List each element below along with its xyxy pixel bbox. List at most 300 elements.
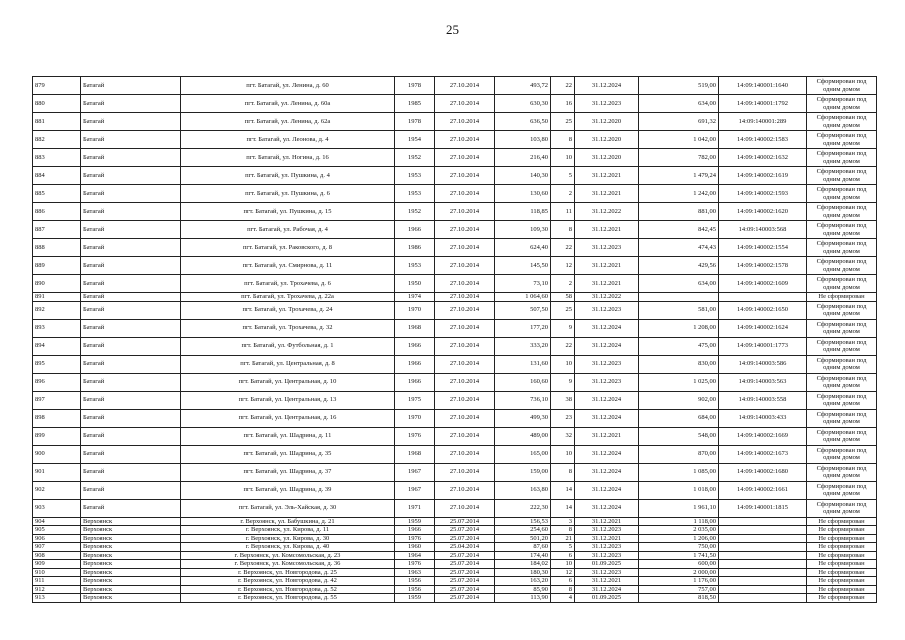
cell-registration-date: 27.10.2014 [435, 409, 495, 427]
cell-registration-date: 25.04.2014 [435, 543, 495, 552]
cell-status: Сформирован под одним домом [807, 427, 877, 445]
cell-residents: 14 [551, 499, 575, 517]
cell-settlement: Верхоянск [81, 585, 181, 594]
cell-deadline: 31.12.2023 [575, 526, 639, 535]
cell-amount: 1 118,00 [639, 517, 719, 526]
table-row [33, 409, 877, 427]
cell-area: 85,90 [495, 585, 551, 594]
cell-registration-date: 27.10.2014 [435, 293, 495, 302]
cell-status: Не сформирован [807, 594, 877, 603]
cell-settlement: Батагай [81, 427, 181, 445]
cell-registration-date: 27.10.2014 [435, 131, 495, 149]
cell-build-year: 1967 [395, 481, 435, 499]
cell-status: Не сформирован [807, 517, 877, 526]
cell-cadastral-number [719, 543, 807, 552]
cell-cadastral-number [719, 560, 807, 569]
cell-build-year: 1978 [395, 113, 435, 131]
cell-registration-date: 27.10.2014 [435, 355, 495, 373]
cell-settlement: Батагай [81, 239, 181, 257]
cell-number: 886 [33, 203, 81, 221]
cell-number: 907 [33, 543, 81, 552]
cell-build-year: 1976 [395, 560, 435, 569]
cell-cadastral-number: 14:09:140002:1669 [719, 427, 807, 445]
cell-settlement: Батагай [81, 293, 181, 302]
cell-amount: 1 208,00 [639, 319, 719, 337]
cell-residents: 8 [551, 131, 575, 149]
cell-number: 881 [33, 113, 81, 131]
cell-number: 901 [33, 463, 81, 481]
cell-deadline: 31.12.2024 [575, 463, 639, 481]
cell-number: 889 [33, 257, 81, 275]
table-row [33, 560, 877, 569]
cell-residents: 16 [551, 95, 575, 113]
cell-residents: 8 [551, 463, 575, 481]
cell-address: пгт. Батагай, ул. Центральная, д. 10 [181, 373, 395, 391]
cell-residents: 21 [551, 534, 575, 543]
cell-number: 888 [33, 239, 81, 257]
cell-deadline: 31.12.2023 [575, 355, 639, 373]
cell-amount: 1 042,00 [639, 131, 719, 149]
cell-deadline: 31.12.2023 [575, 373, 639, 391]
cell-deadline: 31.12.2023 [575, 301, 639, 319]
cell-build-year: 1959 [395, 594, 435, 603]
cell-status: Сформирован под одним домом [807, 95, 877, 113]
cell-registration-date: 27.10.2014 [435, 149, 495, 167]
cell-residents: 10 [551, 355, 575, 373]
cell-settlement: Батагай [81, 319, 181, 337]
table-row [33, 517, 877, 526]
cell-status: Сформирован под одним домом [807, 203, 877, 221]
cell-area: 222,30 [495, 499, 551, 517]
table-row [33, 427, 877, 445]
cell-amount: 2 000,00 [639, 568, 719, 577]
table-row [33, 203, 877, 221]
cell-status: Сформирован под одним домом [807, 409, 877, 427]
cell-build-year: 1952 [395, 203, 435, 221]
cell-amount [639, 293, 719, 302]
cell-cadastral-number: 14:09:140002:1620 [719, 203, 807, 221]
cell-settlement: Батагай [81, 185, 181, 203]
cell-residents: 4 [551, 594, 575, 603]
cell-cadastral-number: 14:09:140001:1773 [719, 337, 807, 355]
cell-status: Сформирован под одним домом [807, 131, 877, 149]
cell-amount: 548,00 [639, 427, 719, 445]
cell-deadline: 31.12.2021 [575, 257, 639, 275]
cell-area: 159,00 [495, 463, 551, 481]
cell-address: г. Верхоянск, ул. Новгородова, д. 55 [181, 594, 395, 603]
cell-cadastral-number [719, 594, 807, 603]
cell-residents: 8 [551, 221, 575, 239]
cell-settlement: Батагай [81, 301, 181, 319]
table-row [33, 543, 877, 552]
cell-amount: 1 479,24 [639, 167, 719, 185]
cell-residents: 32 [551, 427, 575, 445]
cell-build-year: 1954 [395, 131, 435, 149]
cell-area: 184,02 [495, 560, 551, 569]
cell-settlement: Батагай [81, 149, 181, 167]
cell-address: г. Верхоянск, ул. Бабушкина, д. 21 [181, 517, 395, 526]
table-row [33, 95, 877, 113]
cell-number: 885 [33, 185, 81, 203]
cell-registration-date: 27.10.2014 [435, 391, 495, 409]
cell-area: 736,10 [495, 391, 551, 409]
cell-area: 499,30 [495, 409, 551, 427]
table-row [33, 293, 877, 302]
cell-cadastral-number: 14:09:140002:1673 [719, 445, 807, 463]
cell-number: 892 [33, 301, 81, 319]
cell-amount: 581,00 [639, 301, 719, 319]
cell-residents: 5 [551, 543, 575, 552]
cell-deadline: 31.12.2023 [575, 239, 639, 257]
cell-address: г. Верхоянск, ул. Кирова, д. 11 [181, 526, 395, 535]
table-row [33, 445, 877, 463]
cell-residents: 11 [551, 203, 575, 221]
cell-area: 624,40 [495, 239, 551, 257]
cell-cadastral-number [719, 517, 807, 526]
cell-deadline: 31.12.2021 [575, 275, 639, 293]
cell-settlement: Батагай [81, 499, 181, 517]
cell-residents: 22 [551, 77, 575, 95]
cell-residents: 2 [551, 185, 575, 203]
cell-address: пгт. Батагай, ул. Ленина, д. 60а [181, 95, 395, 113]
cell-area: 163,80 [495, 481, 551, 499]
page-number: 25 [446, 22, 459, 37]
cell-cadastral-number: 14:09:140003:586 [719, 355, 807, 373]
cell-number: 905 [33, 526, 81, 535]
cell-amount: 881,00 [639, 203, 719, 221]
cell-cadastral-number: 14:09:140003:433 [719, 409, 807, 427]
cell-cadastral-number: 14:09:140002:1632 [719, 149, 807, 167]
cell-address: г. Верхоянск, ул. Кирова, д. 30 [181, 534, 395, 543]
cell-area: 489,00 [495, 427, 551, 445]
cell-address: г. Верхоянск, ул. Кирова, д. 40 [181, 543, 395, 552]
cell-registration-date: 27.10.2014 [435, 203, 495, 221]
cell-amount: 2 035,00 [639, 526, 719, 535]
cell-settlement: Верхоянск [81, 568, 181, 577]
cell-registration-date: 27.10.2014 [435, 239, 495, 257]
cell-number: 898 [33, 409, 81, 427]
cell-number: 891 [33, 293, 81, 302]
cell-area: 109,30 [495, 221, 551, 239]
cell-registration-date: 27.10.2014 [435, 427, 495, 445]
cell-registration-date: 27.10.2014 [435, 257, 495, 275]
cell-deadline: 31.12.2024 [575, 391, 639, 409]
cell-status: Сформирован под одним домом [807, 301, 877, 319]
cell-area: 1 064,60 [495, 293, 551, 302]
cell-amount: 1 025,00 [639, 373, 719, 391]
cell-number: 909 [33, 560, 81, 569]
cell-number: 894 [33, 337, 81, 355]
cell-status: Сформирован под одним домом [807, 463, 877, 481]
cell-amount: 600,00 [639, 560, 719, 569]
table-row [33, 534, 877, 543]
table-row [33, 463, 877, 481]
cell-deadline: 31.12.2021 [575, 167, 639, 185]
table-row [33, 568, 877, 577]
cell-area: 165,00 [495, 445, 551, 463]
cell-address: г. Верхоянск, ул. Комсомольская, д. 23 [181, 551, 395, 560]
cell-build-year: 1964 [395, 551, 435, 560]
cell-cadastral-number: 14:09:140001:289 [719, 113, 807, 131]
cell-status: Сформирован под одним домом [807, 275, 877, 293]
cell-build-year: 1976 [395, 427, 435, 445]
cell-area: 630,30 [495, 95, 551, 113]
table-row [33, 337, 877, 355]
cell-status: Сформирован под одним домом [807, 445, 877, 463]
cell-registration-date: 25.07.2014 [435, 526, 495, 535]
cell-deadline: 31.12.2024 [575, 481, 639, 499]
cell-cadastral-number [719, 568, 807, 577]
cell-area: 118,85 [495, 203, 551, 221]
cell-registration-date: 27.10.2014 [435, 221, 495, 239]
cell-deadline: 31.12.2021 [575, 534, 639, 543]
cell-area: 156,53 [495, 517, 551, 526]
cell-status: Сформирован под одним домом [807, 185, 877, 203]
cell-area: 73,10 [495, 275, 551, 293]
cell-number: 896 [33, 373, 81, 391]
cell-deadline: 31.12.2024 [575, 77, 639, 95]
cell-build-year: 1966 [395, 337, 435, 355]
cell-settlement: Батагай [81, 337, 181, 355]
cell-build-year: 1956 [395, 577, 435, 586]
cell-area: 113,90 [495, 594, 551, 603]
cell-address: пгт. Батагай, ул. Ленина, д. 62а [181, 113, 395, 131]
cell-settlement: Верхоянск [81, 526, 181, 535]
cell-registration-date: 27.10.2014 [435, 499, 495, 517]
cell-amount: 1 242,00 [639, 185, 719, 203]
cell-address: пгт. Батагай, ул. Шадрина, д. 35 [181, 445, 395, 463]
cell-address: пгт. Батагай, ул. Трохачева, д. 24 [181, 301, 395, 319]
cell-cadastral-number: 14:09:140001:1792 [719, 95, 807, 113]
table-row [33, 355, 877, 373]
cell-build-year: 1970 [395, 301, 435, 319]
table-row [33, 149, 877, 167]
cell-deadline: 31.12.2020 [575, 149, 639, 167]
cell-cadastral-number: 14:09:140002:1680 [719, 463, 807, 481]
cell-cadastral-number [719, 293, 807, 302]
table-row [33, 481, 877, 499]
cell-settlement: Батагай [81, 221, 181, 239]
cell-residents: 10 [551, 149, 575, 167]
cell-number: 904 [33, 517, 81, 526]
cell-deadline: 31.12.2023 [575, 95, 639, 113]
cell-residents: 10 [551, 560, 575, 569]
cell-number: 900 [33, 445, 81, 463]
cell-build-year: 1968 [395, 319, 435, 337]
cell-residents: 5 [551, 167, 575, 185]
cell-registration-date: 27.10.2014 [435, 463, 495, 481]
cell-status: Сформирован под одним домом [807, 499, 877, 517]
table-body [33, 77, 877, 603]
cell-residents: 22 [551, 337, 575, 355]
cell-amount: 1 741,50 [639, 551, 719, 560]
cell-status: Сформирован под одним домом [807, 373, 877, 391]
table-row [33, 551, 877, 560]
cell-address: пгт. Батагай, ул. Пушкина, д. 4 [181, 167, 395, 185]
cell-number: 908 [33, 551, 81, 560]
cell-status: Не сформирован [807, 551, 877, 560]
cell-deadline: 31.12.2024 [575, 585, 639, 594]
cell-amount: 830,00 [639, 355, 719, 373]
cell-address: пгт. Батагай, ул. Ногина, д. 16 [181, 149, 395, 167]
cell-status: Не сформирован [807, 543, 877, 552]
cell-address: пгт. Батагай, ул. Футбольная, д. 1 [181, 337, 395, 355]
cell-status: Не сформирован [807, 560, 877, 569]
cell-build-year: 1966 [395, 355, 435, 373]
cell-area: 87,60 [495, 543, 551, 552]
cell-number: 899 [33, 427, 81, 445]
cell-status: Не сформирован [807, 534, 877, 543]
cell-cadastral-number: 14:09:140002:1554 [719, 239, 807, 257]
cell-number: 906 [33, 534, 81, 543]
cell-area: 160,60 [495, 373, 551, 391]
cell-status: Сформирован под одним домом [807, 77, 877, 95]
cell-status: Сформирован под одним домом [807, 337, 877, 355]
cell-amount: 1 206,00 [639, 534, 719, 543]
cell-status: Сформирован под одним домом [807, 257, 877, 275]
cell-number: 883 [33, 149, 81, 167]
cell-address: пгт. Батагай, ул. Ленина, д. 60 [181, 77, 395, 95]
cell-address: пгт. Батагай, ул. Трохачева, д. 22а [181, 293, 395, 302]
cell-cadastral-number: 14:09:140002:1661 [719, 481, 807, 499]
cell-build-year: 1974 [395, 293, 435, 302]
cell-registration-date: 25.07.2014 [435, 551, 495, 560]
cell-settlement: Батагай [81, 445, 181, 463]
cell-address: пгт. Батагай, ул. Шадрина, д. 37 [181, 463, 395, 481]
cell-deadline: 31.12.2020 [575, 131, 639, 149]
cell-status: Не сформирован [807, 568, 877, 577]
cell-amount: 870,00 [639, 445, 719, 463]
cell-build-year: 1950 [395, 275, 435, 293]
table-row [33, 185, 877, 203]
cell-registration-date: 27.10.2014 [435, 95, 495, 113]
cell-registration-date: 25.07.2014 [435, 568, 495, 577]
table-row [33, 167, 877, 185]
cell-amount: 1 176,00 [639, 577, 719, 586]
cell-build-year: 1966 [395, 526, 435, 535]
cell-area: 130,60 [495, 185, 551, 203]
cell-status: Сформирован под одним домом [807, 481, 877, 499]
cell-settlement: Верхоянск [81, 560, 181, 569]
cell-number: 884 [33, 167, 81, 185]
cell-settlement: Батагай [81, 373, 181, 391]
cell-registration-date: 27.10.2014 [435, 373, 495, 391]
cell-amount: 902,00 [639, 391, 719, 409]
cell-settlement: Верхоянск [81, 551, 181, 560]
cell-residents: 2 [551, 275, 575, 293]
cell-amount: 475,00 [639, 337, 719, 355]
cell-address: г. Верхоянск, ул. Комсомольская, д. 36 [181, 560, 395, 569]
cell-settlement: Батагай [81, 391, 181, 409]
cell-cadastral-number: 14:09:140002:1578 [719, 257, 807, 275]
cell-cadastral-number: 14:09:140002:1609 [719, 275, 807, 293]
cell-settlement: Батагай [81, 481, 181, 499]
table-row [33, 526, 877, 535]
cell-registration-date: 27.10.2014 [435, 167, 495, 185]
cell-residents: 14 [551, 481, 575, 499]
cell-settlement: Батагай [81, 355, 181, 373]
cell-deadline: 31.12.2024 [575, 445, 639, 463]
cell-registration-date: 25.07.2014 [435, 517, 495, 526]
cell-settlement: Верхоянск [81, 534, 181, 543]
cell-deadline: 01.09.2025 [575, 560, 639, 569]
cell-status: Сформирован под одним домом [807, 391, 877, 409]
cell-settlement: Батагай [81, 463, 181, 481]
cell-registration-date: 25.07.2014 [435, 585, 495, 594]
table-row [33, 239, 877, 257]
cell-deadline: 31.12.2021 [575, 221, 639, 239]
cell-settlement: Батагай [81, 167, 181, 185]
cell-cadastral-number: 14:09:140003:568 [719, 221, 807, 239]
cell-deadline: 31.12.2024 [575, 337, 639, 355]
cell-area: 177,20 [495, 319, 551, 337]
cell-settlement: Верхоянск [81, 577, 181, 586]
cell-residents: 6 [551, 551, 575, 560]
cell-registration-date: 25.07.2014 [435, 577, 495, 586]
cell-number: 910 [33, 568, 81, 577]
cell-status: Сформирован под одним домом [807, 113, 877, 131]
cell-cadastral-number: 14:09:140001:1815 [719, 499, 807, 517]
cell-build-year: 1970 [395, 409, 435, 427]
cell-residents: 22 [551, 239, 575, 257]
cell-address: пгт. Батагай, ул. Смирнова, д. 11 [181, 257, 395, 275]
cell-deadline: 31.12.2023 [575, 543, 639, 552]
cell-registration-date: 27.10.2014 [435, 275, 495, 293]
cell-amount: 757,00 [639, 585, 719, 594]
table-row [33, 301, 877, 319]
cell-cadastral-number: 14:09:140002:1624 [719, 319, 807, 337]
cell-amount: 634,00 [639, 95, 719, 113]
cell-residents: 6 [551, 577, 575, 586]
cell-area: 174,40 [495, 551, 551, 560]
cell-amount: 782,00 [639, 149, 719, 167]
cell-build-year: 1953 [395, 257, 435, 275]
cell-deadline: 31.12.2024 [575, 319, 639, 337]
cell-area: 493,72 [495, 77, 551, 95]
cell-address: пгт. Батагай, ул. Шадрина, д. 39 [181, 481, 395, 499]
cell-cadastral-number: 14:09:140002:1650 [719, 301, 807, 319]
cell-residents: 25 [551, 301, 575, 319]
cell-deadline: 31.12.2024 [575, 499, 639, 517]
table-row [33, 499, 877, 517]
table-row [33, 594, 877, 603]
cell-cadastral-number [719, 534, 807, 543]
cell-deadline: 31.12.2022 [575, 203, 639, 221]
cell-residents: 8 [551, 585, 575, 594]
cell-status: Не сформирован [807, 526, 877, 535]
cell-cadastral-number: 14:09:140002:1593 [719, 185, 807, 203]
cell-amount: 684,00 [639, 409, 719, 427]
cell-address: пгт. Батагай, ул. Трохачева, д. 6 [181, 275, 395, 293]
table-row [33, 77, 877, 95]
table-row [33, 275, 877, 293]
cell-address: пгт. Батагай, ул. Центральная, д. 8 [181, 355, 395, 373]
cell-number: 880 [33, 95, 81, 113]
cell-build-year: 1978 [395, 77, 435, 95]
cell-number: 897 [33, 391, 81, 409]
cell-deadline: 31.12.2024 [575, 409, 639, 427]
cell-registration-date: 25.07.2014 [435, 560, 495, 569]
cell-number: 903 [33, 499, 81, 517]
cell-area: 636,50 [495, 113, 551, 131]
cell-area: 333,20 [495, 337, 551, 355]
cell-address: пгт. Батагай, ул. Пушкина, д. 6 [181, 185, 395, 203]
cell-cadastral-number [719, 585, 807, 594]
table-row [33, 319, 877, 337]
table-row [33, 585, 877, 594]
cell-build-year: 1971 [395, 499, 435, 517]
table-row [33, 391, 877, 409]
